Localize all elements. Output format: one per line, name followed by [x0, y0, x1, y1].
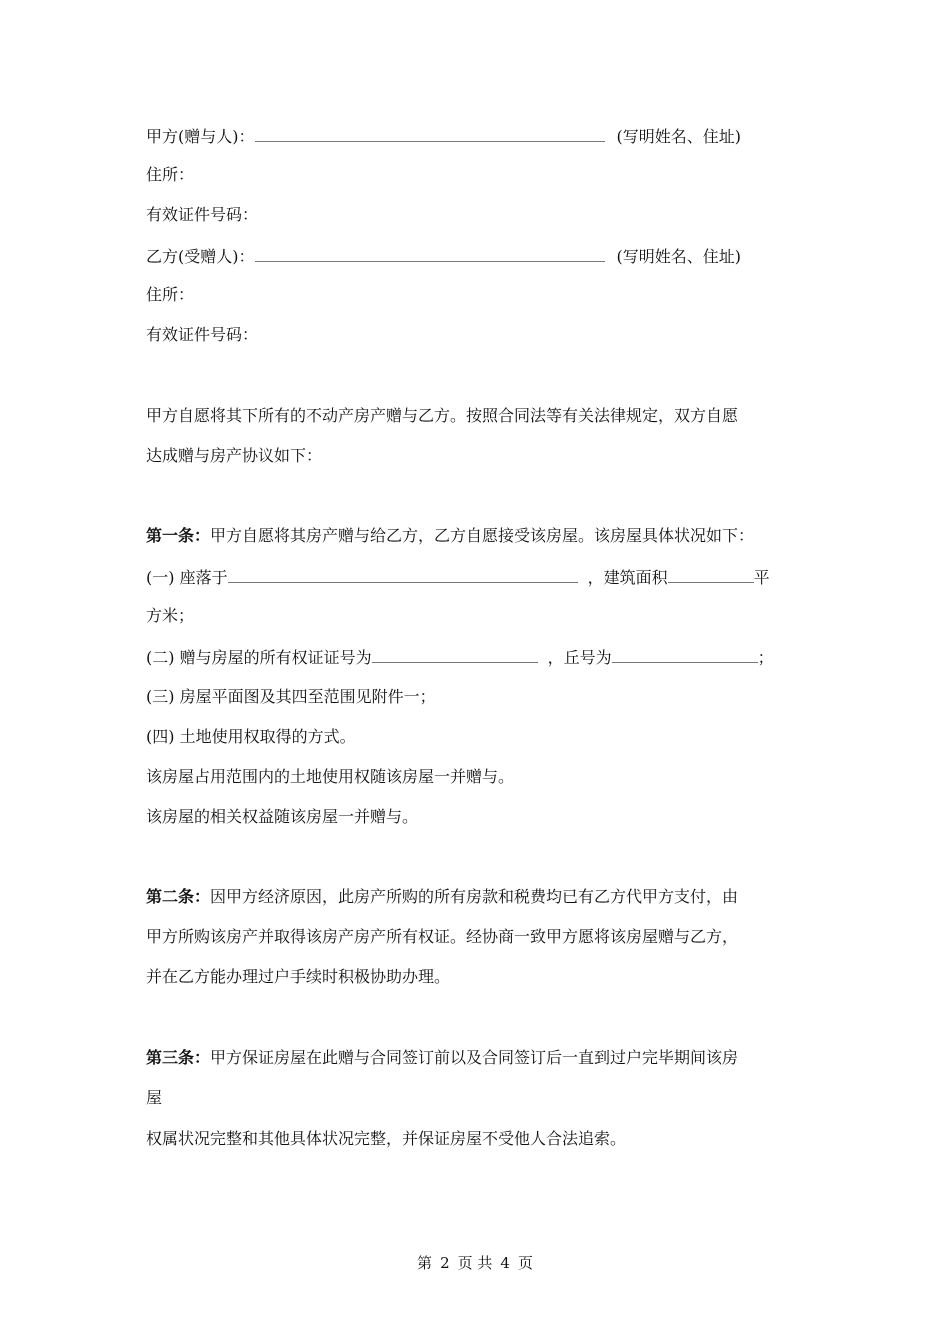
footer-suffix: 页 — [517, 1254, 533, 1272]
article-1-intro — [146, 525, 754, 547]
party-a-id-number: 有效证件号码： — [146, 205, 259, 224]
article-1-rights: 该房屋的相关权益随该房屋一并赠与。 — [146, 807, 419, 826]
party-b-row — [146, 244, 741, 266]
page-footer — [0, 1253, 950, 1273]
article-2-text-1: 因甲方经济原因，此房产所购的所有房款和税费均已有乙方代甲方支付，由 — [210, 887, 739, 906]
article-1-item-4: (四) 土地使用权取得的方式。 — [146, 727, 356, 746]
article-3-heading: 第三条： — [146, 1048, 211, 1067]
article-1-item-2 — [146, 645, 774, 667]
party-a-name-blank[interactable] — [255, 124, 605, 142]
article-2-line-3: 并在乙方能办理过户手续时积极协助办理。 — [146, 967, 451, 986]
area-blank[interactable] — [668, 565, 754, 583]
party-b-residence: 住所： — [146, 285, 195, 304]
location-blank[interactable] — [228, 565, 578, 583]
article-3-text-1: 甲方保证房屋在此赠与合同签订前以及合同签订后一直到过户完毕期间该房 — [210, 1048, 739, 1067]
party-b-id-number: 有效证件号码： — [146, 325, 259, 344]
item-2-prefix: (二) 赠与房屋的所有权证证号为 — [146, 648, 372, 667]
article-2-line-2: 甲方所购该房产并取得该房产房产所有权证。经协商一致甲方愿将该房屋赠与乙方， — [146, 927, 739, 946]
article-3-line-3: 权属状况完整和其他具体状况完整，并保证房屋不受他人合法追索。 — [146, 1129, 627, 1148]
party-b-note: (写明姓名、住址) — [616, 247, 741, 266]
preamble-line-1: 甲方自愿将其下所有的不动产房产赠与乙方。按照合同法等有关法律规定，双方自愿 — [146, 406, 739, 425]
article-2-line-1 — [146, 886, 738, 908]
party-a-residence: 住所： — [146, 165, 195, 184]
footer-prefix: 第 — [417, 1254, 433, 1272]
article-1-item-3: (三) 房屋平面图及其四至范围见附件一； — [146, 687, 436, 706]
preamble-line-2: 达成赠与房产协议如下： — [146, 446, 323, 465]
party-b-name-blank[interactable] — [255, 244, 605, 262]
article-1-text: 甲方自愿将其房产赠与给乙方，乙方自愿接受该房屋。该房屋具体状况如下： — [210, 526, 755, 545]
article-3-line-1 — [146, 1047, 738, 1069]
party-a-label: 甲方(赠与人)： — [146, 127, 255, 146]
party-a-note: (写明姓名、住址) — [616, 127, 741, 146]
parcel-number-blank[interactable] — [612, 645, 758, 663]
item-1-suffix: 平 — [753, 568, 770, 587]
item-1-mid: ，建筑面积 — [587, 568, 668, 587]
article-2-heading: 第二条： — [146, 887, 211, 906]
footer-mid: 页 共 — [457, 1254, 493, 1272]
footer-page-number: 2 — [440, 1254, 450, 1272]
footer-total-pages: 4 — [500, 1254, 510, 1272]
item-2-suffix: ； — [757, 648, 774, 667]
item-1-prefix: (一) 座落于 — [146, 568, 228, 587]
article-1-land: 该房屋占用范围内的土地使用权随该房屋一并赠与。 — [146, 767, 515, 786]
party-a-row — [146, 124, 741, 146]
article-1-heading: 第一条： — [146, 526, 211, 545]
party-b-label: 乙方(受赠人)： — [146, 247, 255, 266]
article-1-item-1 — [146, 565, 770, 587]
article-1-item-1-cont: 方米； — [146, 606, 195, 625]
certificate-number-blank[interactable] — [372, 645, 538, 663]
article-3-line-2: 屋 — [146, 1088, 163, 1107]
item-2-mid: ，丘号为 — [547, 648, 612, 667]
